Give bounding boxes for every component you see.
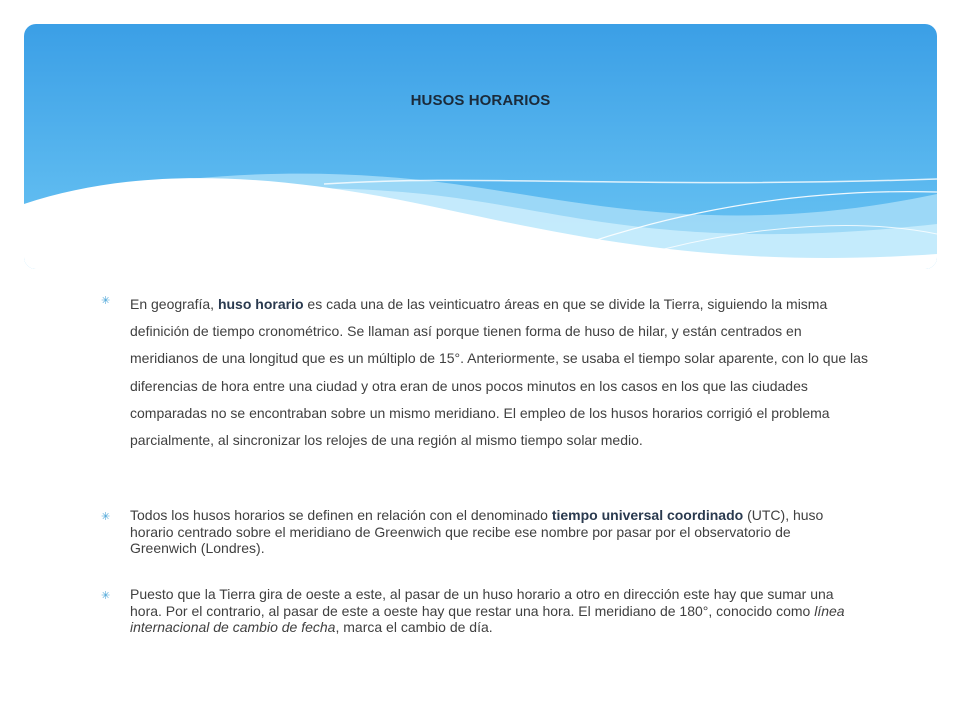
term-huso-horario: huso horario (217, 296, 304, 312)
asterisk-bullet-icon: ✳ (101, 295, 111, 307)
paragraph-text: Todos los husos horarios se definen en relación con el denominado (130, 507, 552, 523)
paragraph-utc (130, 507, 860, 557)
asterisk-bullet-icon: ✳ (101, 590, 111, 602)
paragraph-text: (UTC), huso horario centrado sobre el meridiano de Greenwich que recibe ese nombre por pasar por el observatorio de Greenwich (Londres). (130, 507, 824, 556)
term-date-line: línea internacional de cambio de fecha (130, 602, 845, 635)
paragraph-date-line (130, 586, 860, 636)
paragraph-text: En geografía, (130, 296, 218, 312)
paragraph-text: es cada una de las veinticuatro áreas en que se divide la Tierra, siguiendo la misma definición de tiempo cronométrico. Se llaman así porque tienen forma de huso de hilar, y están centrados en meridianos de una longitud que es un múltiplo de 15°. Anteriormente, se usaba el tiempo solar aparente, con lo que las diferencias de hora entre una ciudad y otra eran de unos pocos minutos en los casos en los que las ciudades comparadas no se encontraban sobre un mismo meridiano. El empleo de los husos horarios corrigió el problema parcialmente, al sincronizar los relojes de una región al mismo tiempo solar medio. (130, 296, 868, 449)
paragraph-text: Puesto que la Tierra gira de oeste a este, al pasar de un huso horario a otro en dirección este hay que sumar una hora. Por el contrario, al pasar de este a oeste hay que restar una hora. El meridiano de 180°, conocido como (130, 586, 834, 619)
asterisk-bullet-icon: ✳ (101, 511, 111, 523)
term-utc: tiempo universal coordinado (551, 507, 744, 523)
paragraph-huso-horario (130, 291, 870, 454)
paragraph-text: , marca el cambio de día. (335, 619, 493, 635)
page-title: HUSOS HORARIOS (410, 92, 551, 109)
